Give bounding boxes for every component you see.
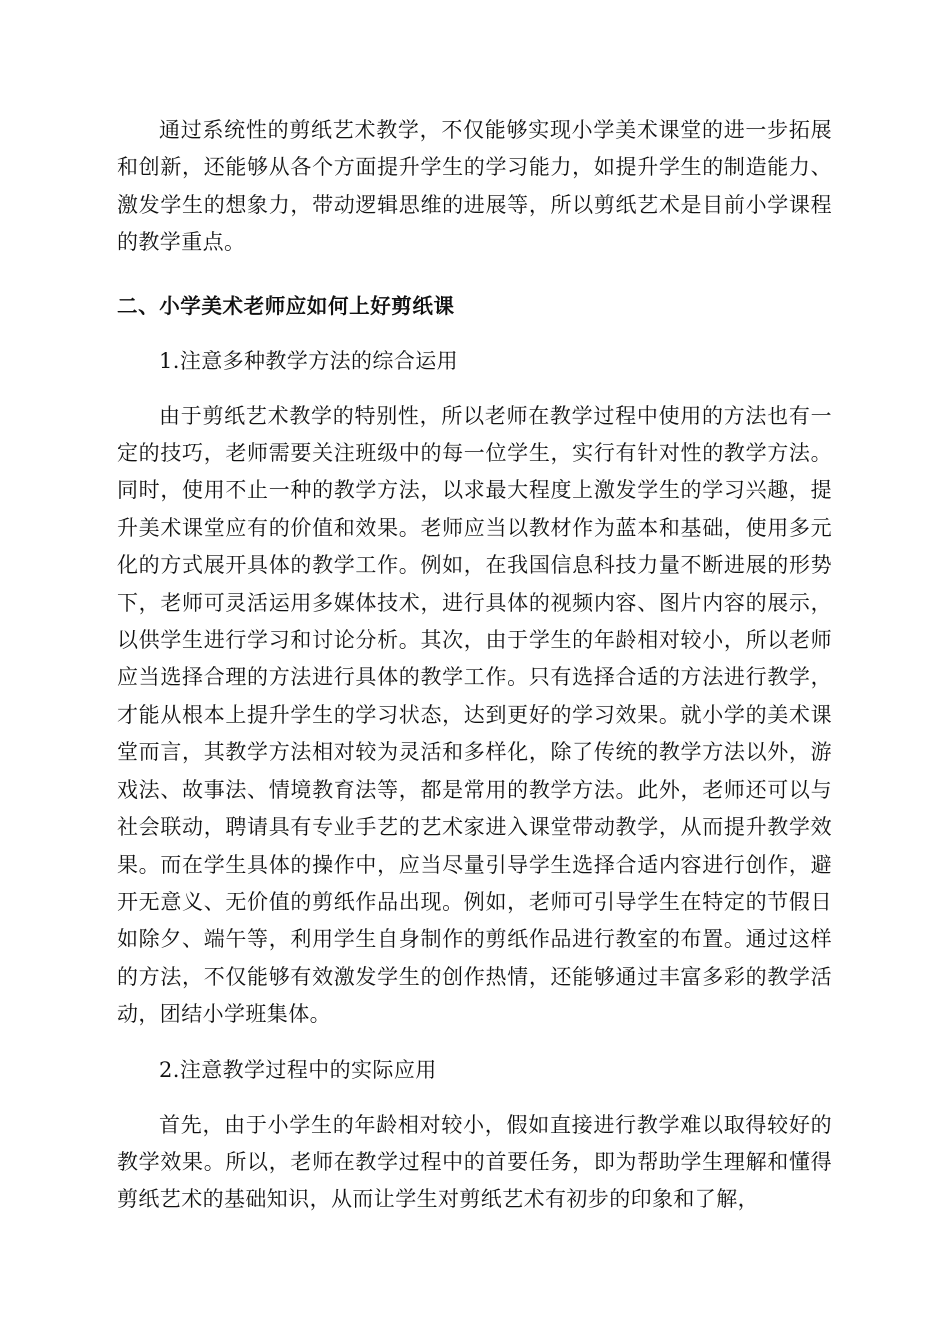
document-body [117, 112, 832, 1219]
application-paragraph: 首先，由于小学生的年龄相对较小，假如直接进行教学难以取得较好的教学效果。所以，老师在教学过程中的首要任务，即为帮助学生理解和懂得剪纸艺术的基础知识，从而让学生对剪纸艺术有初步的印象和了解， [117, 1112, 832, 1212]
intro-paragraph: 通过系统性的剪纸艺术教学，不仅能够实现小学美术课堂的进一步拓展和创新，还能够从各个方面提升学生的学习能力，如提升学生的制造能力、激发学生的想象力，带动逻辑思维的进展等，所以剪纸艺术是目前小学课程的教学重点。 [117, 118, 832, 255]
section-heading: 二、小学美术老师应如何上好剪纸课 [117, 293, 455, 318]
subsection-title-2: 2.注意教学过程中的实际应用 [159, 1057, 437, 1082]
subsection-title-1: 1.注意多种教学方法的综合运用 [159, 348, 459, 373]
methods-paragraph: 由于剪纸艺术教学的特别性，所以老师在教学过程中使用的方法也有一定的技巧，老师需要关注班级中的每一位学生，实行有针对性的教学方法。同时，使用不止一种的教学方法，以求最大程度上激发学生的学习兴趣，提升美术课堂应有的价值和效果。老师应当以教材作为蓝本和基础，使用多元化的方式展开具体的教学工作。例如，在我国信息科技力量不断进展的形势下，老师可灵活运用多媒体技术，进行具体的视频内容、图片内容的展示，以供学生进行学习和讨论分析。其次，由于学生的年龄相对较小，所以老师应当选择合理的方法进行具体的教学工作。只有选择合适的方法进行教学，才能从根本上提升学生的学习状态，达到更好的学习效果。就小学的美术课堂而言，其教学方法相对较为灵活和多样化，除了传统的教学方法以外，游戏法、故事法、情境教育法等，都是常用的教学方法。此外，老师还可以与社会联动，聘请具有专业手艺的艺术家进入课堂带动教学，从而提升教学效果。而在学生具体的操作中，应当尽量引导学生选择合适内容进行创作，避开无意义、无价值的剪纸作品出现。例如，老师可引导学生在特定的节假日如除夕、端午等，利用学生自身制作的剪纸作品进行教室的布置。通过这样的方法，不仅能够有效激发学生的创作热情，还能够通过丰富多彩的教学活动，团结小学班集体。 [117, 403, 832, 1027]
